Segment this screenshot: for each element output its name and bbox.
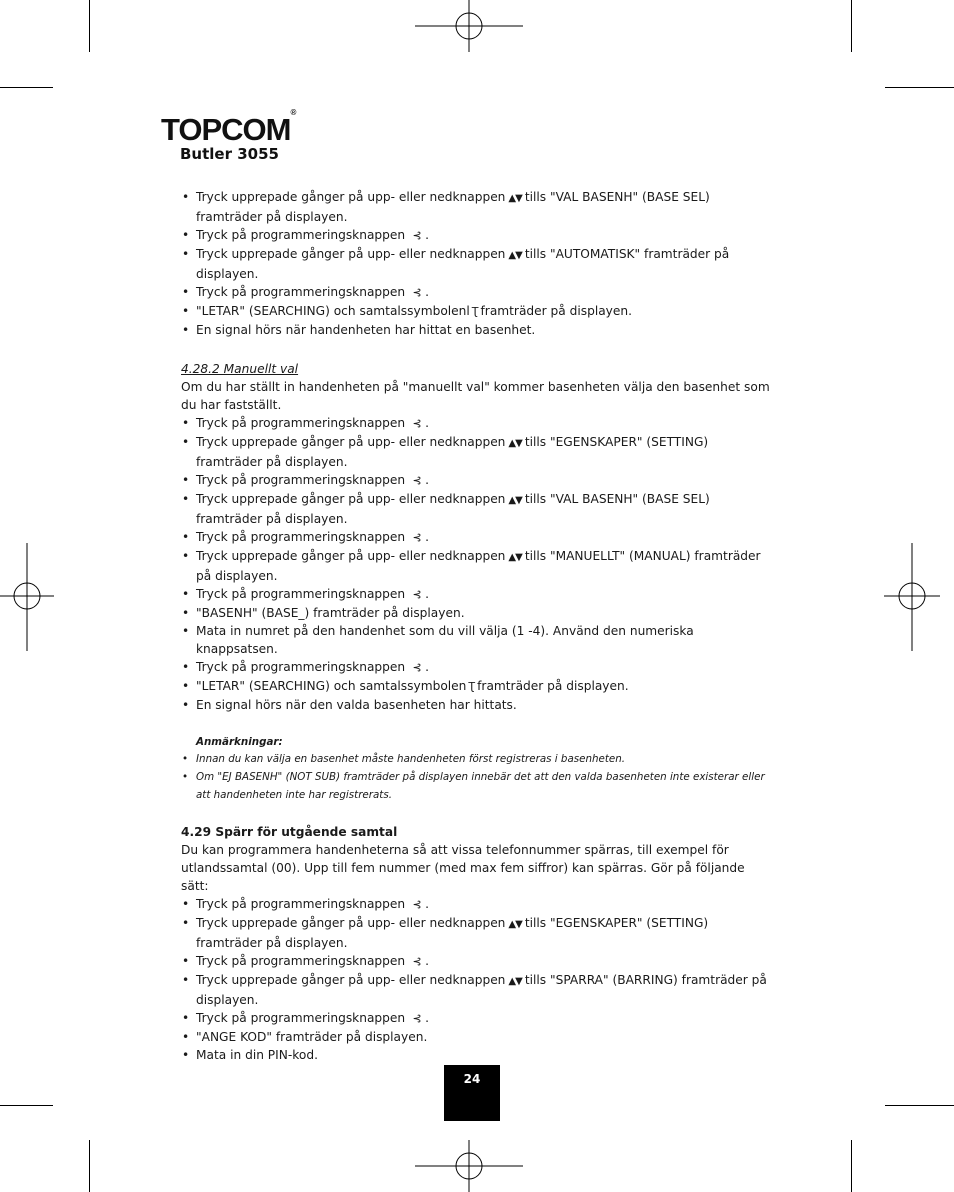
program-key-icon: ⊰ <box>412 474 422 487</box>
notes-list <box>181 750 771 804</box>
step-text: . <box>425 416 430 430</box>
note-item: • Innan du kan välja en basenhet måste handenheten först registreras i basenheten. <box>181 750 771 768</box>
program-key-icon: ⊰ <box>412 588 422 601</box>
step-text: Tryck på programmeringsknappen <box>196 228 406 242</box>
program-key-icon: ⊰ <box>412 229 422 242</box>
step-text: tills "VAL BASENH" (BASE SEL) framträder på displayen. <box>196 190 710 224</box>
program-key-icon: ⊰ <box>412 417 422 430</box>
step-text: Tryck upprepade gånger på upp- eller nedknappen <box>196 435 506 449</box>
list-item <box>181 677 771 696</box>
manual-select-steps <box>181 414 771 714</box>
step-text: Tryck på programmeringsknappen <box>196 897 406 911</box>
list-item <box>181 622 771 658</box>
up-down-arrows-icon: ▲▼ <box>508 438 522 449</box>
step-text: . <box>425 897 430 911</box>
step-text: . <box>425 587 430 601</box>
list-item <box>181 914 771 952</box>
auto-select-steps <box>181 188 771 339</box>
page-number: 24 <box>463 1072 481 1086</box>
list-item <box>181 952 771 971</box>
logo-text: TOPCOM <box>161 112 291 147</box>
step-text: . <box>425 530 430 544</box>
step-text: . <box>425 285 430 299</box>
list-item <box>181 433 771 471</box>
crop-mark <box>89 0 90 52</box>
up-down-arrows-icon: ▲▼ <box>508 919 522 930</box>
step-text: Tryck upprepade gånger på upp- eller nedknappen <box>196 916 506 930</box>
step-text: tills "VAL BASENH" (BASE SEL) framträder på displayen. <box>196 492 710 526</box>
list-item <box>181 658 771 677</box>
list-item <box>181 547 771 585</box>
program-key-icon: ⊰ <box>412 531 422 544</box>
barring-steps <box>181 895 771 1064</box>
up-down-arrows-icon: ▲▼ <box>508 495 522 506</box>
section-intro: Du kan programmera handenheterna så att vissa telefonnummer spärras, till exempel för utlandssamtal (00). Upp till fem nummer (med max fem siffror) kan spärras. Gör på följande sätt: <box>181 843 745 893</box>
crop-mark <box>0 1105 53 1106</box>
list-item <box>181 585 771 604</box>
list-item <box>181 188 771 226</box>
page-number-box <box>444 1065 500 1121</box>
program-key-icon: ⊰ <box>412 661 422 674</box>
step-text: Tryck på programmeringsknappen <box>196 285 406 299</box>
list-item <box>181 1028 771 1046</box>
step-text: Tryck på programmeringsknappen <box>196 530 406 544</box>
list-item <box>181 971 771 1009</box>
program-key-icon: ⊰ <box>412 955 422 968</box>
step-text: Tryck på programmeringsknappen <box>196 587 406 601</box>
step-text: Tryck på programmeringsknappen <box>196 1011 406 1025</box>
step-text: Tryck upprepade gånger på upp- eller nedknappen <box>196 549 506 563</box>
step-text: "BASENH" (BASE_) framträder på displayen. <box>196 606 465 620</box>
up-down-arrows-icon: ▲▼ <box>508 976 522 987</box>
step-text: Tryck upprepade gånger på upp- eller nedknappen <box>196 492 506 506</box>
signal-icon: Ʈ <box>468 680 476 693</box>
registration-mark-bottom <box>415 1140 525 1192</box>
list-item <box>181 696 771 714</box>
list-item <box>181 1009 771 1028</box>
step-text: "LETAR" (SEARCHING) och samtalssymbolen <box>196 679 467 693</box>
step-text: "ANGE KOD" framträder på displayen. <box>196 1030 428 1044</box>
registered-mark: ® <box>290 107 296 117</box>
step-text: . <box>425 228 430 242</box>
step-text: Mata in numret på den handenhet som du vill välja (1 -4). Använd den numeriska knappsatsen. <box>196 624 694 656</box>
list-item <box>181 245 771 283</box>
list-item <box>181 226 771 245</box>
crop-mark <box>885 1105 954 1106</box>
signal-icon: Ʈ <box>471 305 479 318</box>
crop-mark <box>0 87 53 88</box>
crop-mark <box>851 1140 852 1192</box>
step-text: Tryck upprepade gånger på upp- eller nedknappen <box>196 973 506 987</box>
program-key-icon: ⊰ <box>412 1012 422 1025</box>
list-item <box>181 414 771 433</box>
crop-mark <box>89 1140 90 1192</box>
list-item <box>181 895 771 914</box>
step-text: . <box>425 954 430 968</box>
notes-title: Anmärkningar: <box>196 736 283 748</box>
crop-mark <box>851 0 852 52</box>
crop-mark <box>885 87 954 88</box>
step-text: tills "EGENSKAPER" (SETTING) framträder på displayen. <box>196 435 709 469</box>
step-text: framträder på displayen. <box>477 679 629 693</box>
topcom-logo <box>161 107 296 147</box>
step-text: framträder på displayen. <box>480 304 632 318</box>
step-text: Tryck på programmeringsknappen <box>196 473 406 487</box>
up-down-arrows-icon: ▲▼ <box>508 552 522 563</box>
manual-content <box>181 188 771 1064</box>
program-key-icon: ⊰ <box>412 898 422 911</box>
step-text: Tryck upprepade gånger på upp- eller nedknappen <box>196 247 506 261</box>
note-item: • Om "EJ BASENH" (NOT SUB) framträder på displayen innebär det att den valda basenheten inte existerar eller att handenheten inte har registrerats. <box>181 768 771 804</box>
model-name: Butler 3055 <box>180 145 279 163</box>
section-intro: Om du har ställt in handenheten på "manuellt val" kommer basenheten välja den basenhet som du har fastställt. <box>181 380 770 412</box>
step-text: . <box>425 1011 430 1025</box>
list-item <box>181 283 771 302</box>
list-item <box>181 528 771 547</box>
step-text: En signal hörs när den valda basenheten har hittats. <box>196 698 517 712</box>
step-text: Tryck upprepade gånger på upp- eller nedknappen <box>196 190 506 204</box>
step-text: Tryck på programmeringsknappen <box>196 416 406 430</box>
section-heading-barring: 4.29 Spärr för utgående samtal <box>181 825 398 839</box>
step-text: "LETAR" (SEARCHING) och samtalssymbolenl <box>196 304 470 318</box>
up-down-arrows-icon: ▲▼ <box>508 193 522 204</box>
list-item <box>181 302 771 321</box>
registration-mark-left <box>0 543 56 651</box>
step-text: tills "AUTOMATISK" framträder på displayen. <box>196 247 730 281</box>
step-text: tills "EGENSKAPER" (SETTING) framträder på displayen. <box>196 916 709 950</box>
up-down-arrows-icon: ▲▼ <box>508 250 522 261</box>
step-text: En signal hörs när handenheten har hittat en basenhet. <box>196 323 536 337</box>
program-key-icon: ⊰ <box>412 286 422 299</box>
step-text: tills "SPARRA" (BARRING) framträder på displayen. <box>196 973 767 1007</box>
step-text: Tryck på programmeringsknappen <box>196 660 406 674</box>
step-text: . <box>425 660 430 674</box>
step-text: tills "MANUELLT" (MANUAL) framträder på displayen. <box>196 549 761 583</box>
registration-mark-right <box>884 543 954 651</box>
step-text: . <box>425 473 430 487</box>
step-text: Mata in din PIN-kod. <box>196 1048 318 1062</box>
list-item <box>181 1046 771 1064</box>
list-item <box>181 471 771 490</box>
list-item <box>181 490 771 528</box>
list-item <box>181 321 771 339</box>
list-item <box>181 604 771 622</box>
step-text: Tryck på programmeringsknappen <box>196 954 406 968</box>
section-heading-manual: 4.28.2 Manuellt val <box>181 362 299 376</box>
registration-mark-top <box>415 0 525 52</box>
